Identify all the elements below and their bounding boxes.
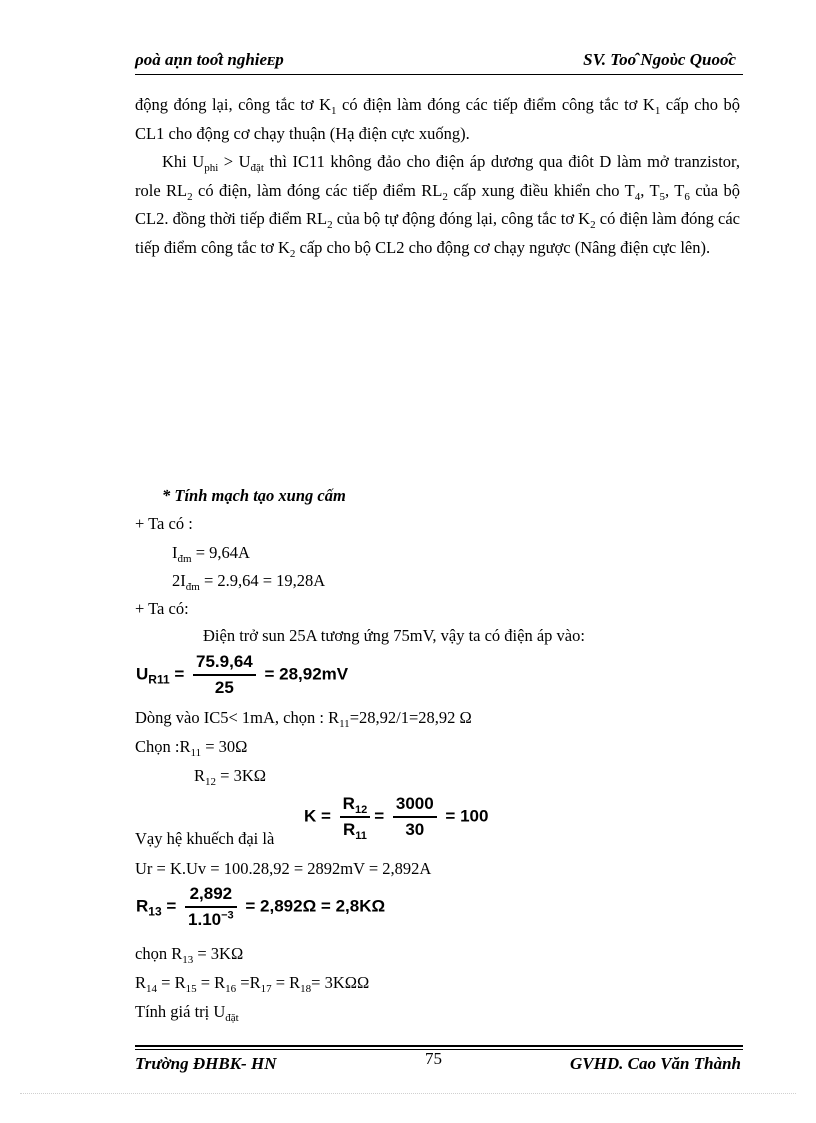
- equation-ur11: $U_{R11}$ = $\frac{75.9,64}{25}$ = 28,92mV: [136, 652, 349, 697]
- eq2-fraction-r: $\frac{R_{12}}{R_{11}}$: [340, 794, 371, 840]
- ur-line: Ur = K.Uv = 100.28,92 = 2892mV = 2,892A: [135, 859, 432, 878]
- eq3-fraction: $\frac{2,892}{1.10^{-3}}$: [185, 884, 237, 930]
- equation-r13: $R_{13}$ = $\frac{2,892}{1.10^{-3}}$ = 2,892Ω = 2,8KΩ: [136, 884, 386, 929]
- equation-gain: K = $\frac{R_{12}}{R_{11}}$ = $\frac{3000}{30}$ = 100: [304, 794, 489, 842]
- paragraph-1: động đóng lại, công tắc tơ $K_1$ có điện làm đóng các tiếp điểm công tắc tơ $K_1$ cấp cho bộ CL1 cho động cơ chạy thuận (Hạ điện cực xuống).: [135, 95, 740, 143]
- header-rule: [135, 74, 743, 75]
- header-left: ρoà aṇn toᴏ̂t nghieᴇp: [135, 50, 284, 69]
- sun-line: Điện trở sun 25A tương ứng 75mV, vậy ta có điện áp vào:: [203, 626, 585, 645]
- header-right: SV. Toᴏ̂ Ngoὺc Quoᴏ̂c: [583, 50, 736, 69]
- two-idm-line: $2I_{đm} = 2.9,64 = 19,28A$: [172, 571, 326, 593]
- r13-line: chọn $R_{13} = 3K\Omega$: [135, 944, 244, 966]
- r14-r18-line: $R_{14} = R_{15} = R_{16} =R_{17} = R_{18}= 3K\Omega\Omega$: [135, 973, 370, 995]
- ta-co-2: + Ta có:: [135, 599, 189, 618]
- footer-left: Trường ĐHBK- HN: [135, 1054, 277, 1073]
- footer-rule-thick: [135, 1045, 743, 1047]
- ta-co-1: + Ta có :: [135, 514, 193, 533]
- eq2-fraction-num: $\frac{3000}{30}$: [393, 794, 437, 840]
- page-edge-dotted: [20, 1093, 796, 1094]
- paragraph-2: Khi $U_{phi} > U_{đặt}$ thì IC11 không đảo cho điện áp dương qua điôt D làm mở tranzistor, role $RL_2$ có điện, làm đóng các tiếp điểm $RL_2$ cấp xung điều khiển cho $T_4$, $T_5$, $T_6$ của bộ CL2. đồng thời tiếp điểm $RL_2$ của bộ tự động đóng lại, công tắc tơ $K_2$ có điện làm đóng các tiếp điểm công tắc tơ $K_2$ cấp cho bộ CL2 cho động cơ chạy ngược (Nâng điện cực lên).: [135, 152, 741, 260]
- idm-line: $I_{đm} = 9,64A$: [172, 543, 250, 565]
- chon-r11-line: Chọn $:R_{11} = 30\Omega$: [135, 737, 248, 759]
- section-title: * Tính mạch tạo xung cấm: [162, 486, 346, 505]
- gain-line: Vạy hệ khuếch đại là: [135, 829, 275, 848]
- udat-line: Tính giá trị $U_{đặt}$: [135, 1002, 239, 1024]
- page-number: 75: [425, 1049, 442, 1068]
- r12-line: $R_{12} = 3K\Omega$: [194, 766, 266, 788]
- ic5-line: Dòng vào IC5< 1mA, chọn : $R_{11}=28,92/1=28,92$ Ω: [135, 708, 472, 730]
- footer-right: GVHD. Cao Văn Thành: [570, 1054, 741, 1073]
- eq1-fraction: $\frac{75.9,64}{25}$: [193, 652, 256, 698]
